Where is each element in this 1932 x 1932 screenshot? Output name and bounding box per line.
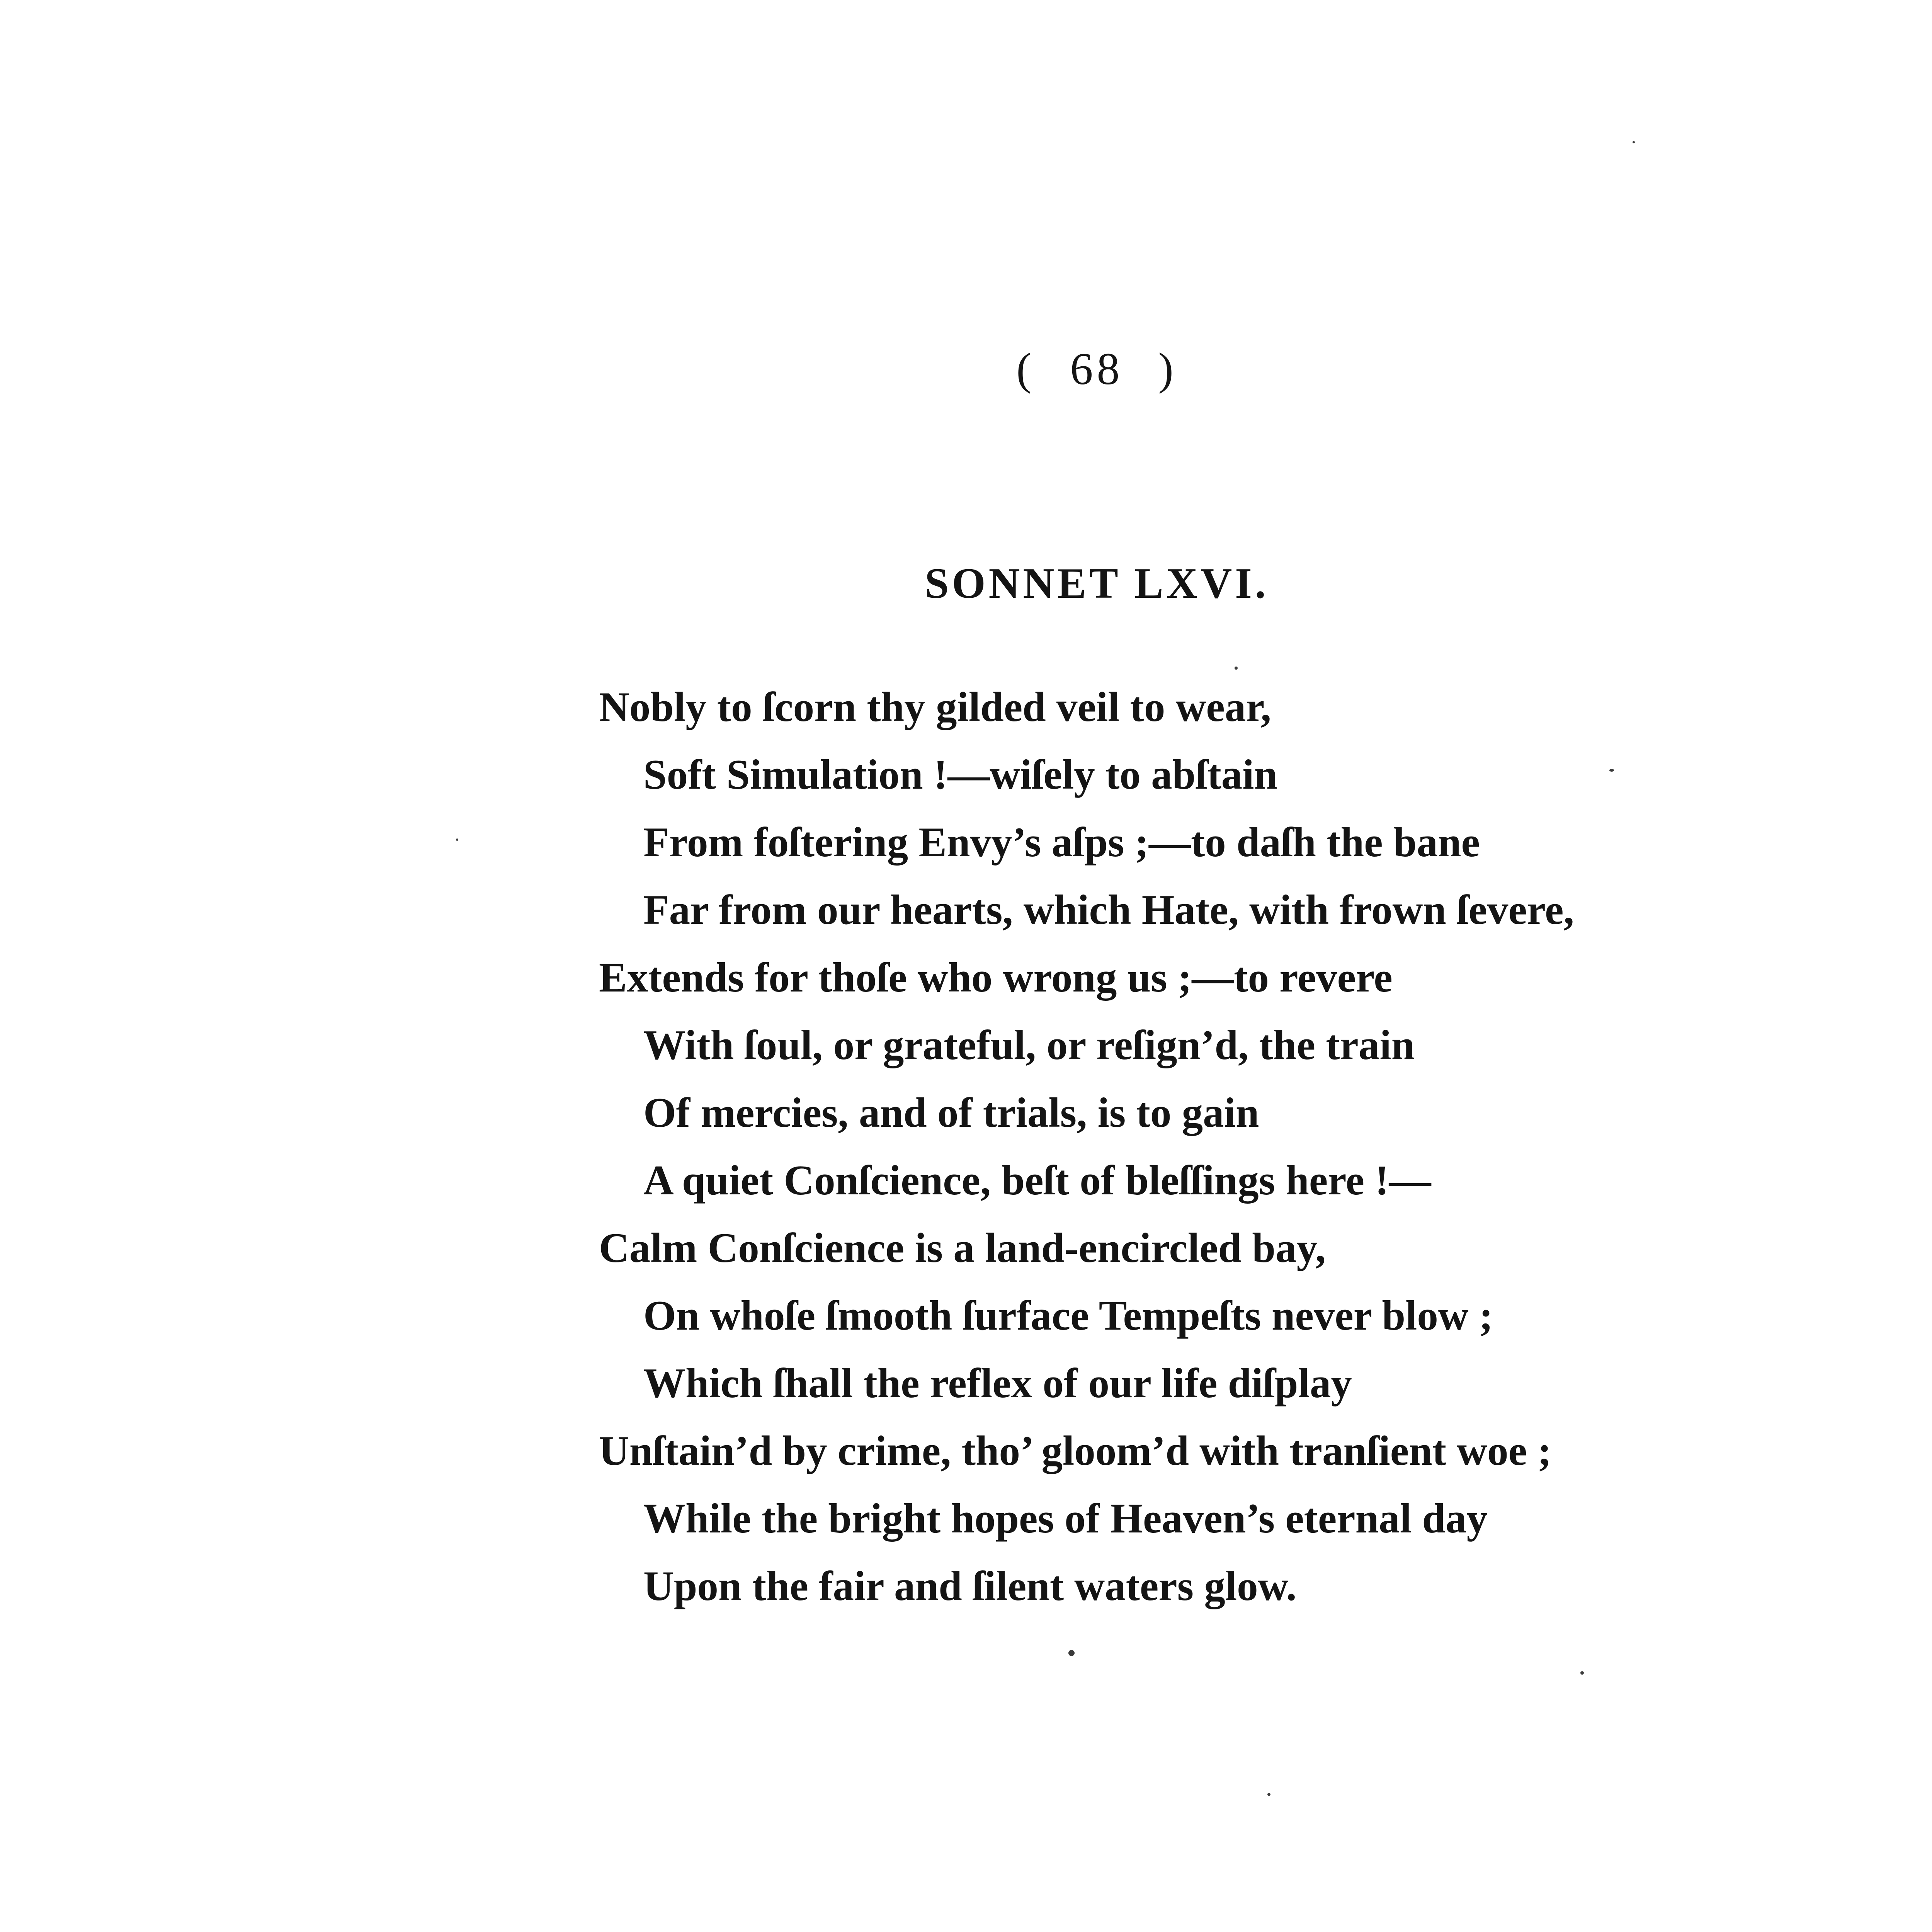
print-speck [1068, 1650, 1075, 1656]
poem-line: Of mercies, and of trials, is to gain [643, 1089, 1259, 1136]
poem-line: Extends for thoſe who wrong us ;—to revere [599, 954, 1393, 1001]
poem-line: A quiet Conſcience, beſt of bleſſings here !— [643, 1157, 1431, 1204]
poem-line: Upon the fair and ſilent waters glow. [643, 1563, 1297, 1609]
poem-line: Nobly to ſcorn thy gilded veil to wear, [599, 684, 1271, 730]
poem-line: Calm Conſcience is a land-encircled bay, [599, 1225, 1326, 1271]
poem-line: From foſtering Envy’s aſps ;—to daſh the bane [643, 819, 1480, 866]
sonnet-title: SONNET LXVI. [925, 560, 1269, 607]
print-speck [1267, 1793, 1270, 1796]
print-speck [1609, 769, 1614, 772]
print-speck [1633, 141, 1635, 143]
print-speck [456, 838, 458, 841]
poem-line: With ſoul, or grateful, or reſign’d, the train [643, 1022, 1415, 1068]
print-speck [1580, 1671, 1584, 1675]
page-number-value: 68 [1070, 344, 1124, 394]
poem-line: While the bright hopes of Heaven’s eternal day [643, 1495, 1488, 1542]
poem-line: Unſtain’d by crime, tho’ gloom’d with tranſient woe ; [599, 1427, 1552, 1474]
page-number [0, 340, 1932, 398]
print-speck [1235, 667, 1238, 670]
poem-line: Soft Simulation !—wiſely to abſtain [643, 751, 1278, 798]
poem-line: Which ſhall the reflex of our life diſplay [643, 1360, 1352, 1406]
page-number-close: ) [1158, 344, 1177, 394]
poem-line: Far from our hearts, which Hate, with frown ſevere, [643, 886, 1574, 933]
poem-line: On whoſe ſmooth ſurface Tempeſts never blow ; [643, 1292, 1493, 1339]
page-number-open: ( [1016, 344, 1036, 394]
